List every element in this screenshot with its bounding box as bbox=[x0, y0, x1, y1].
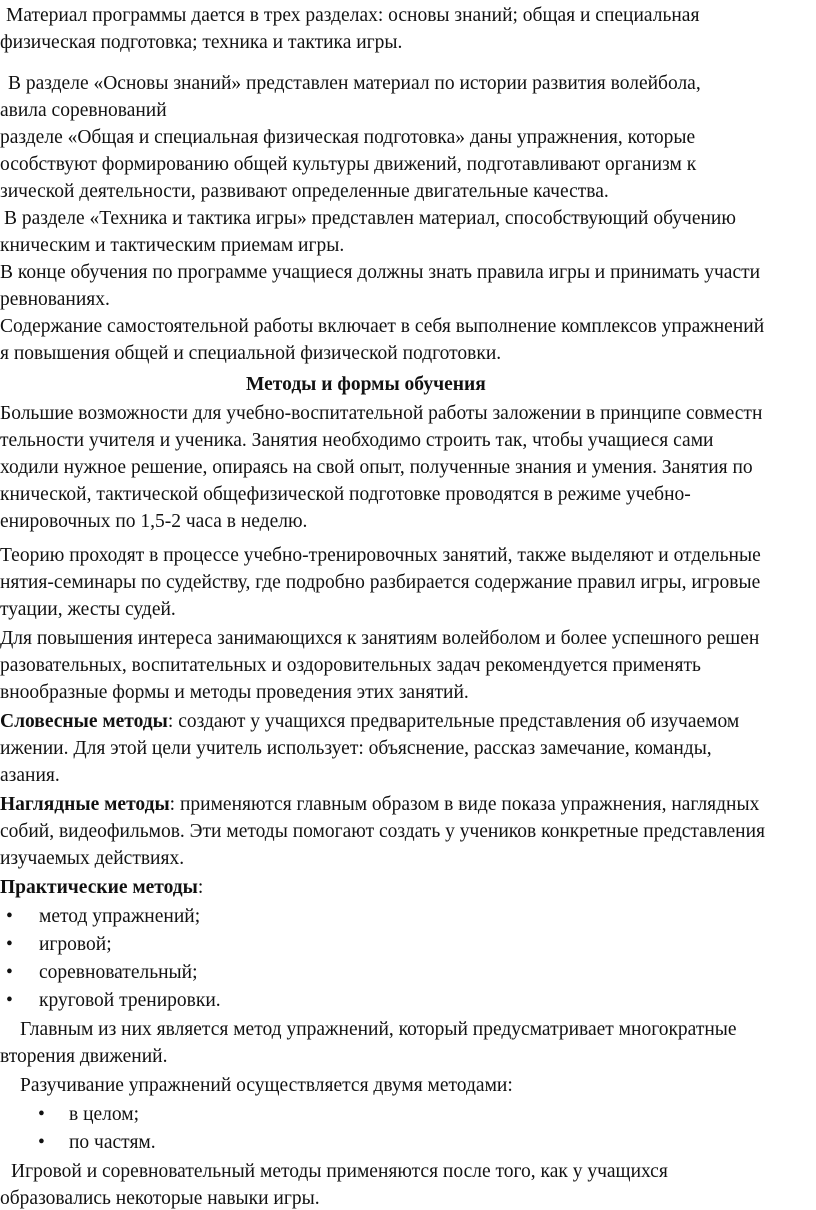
interest-line-1: Для повышения интереса занимающихся к занятиям волейболом и более успешного решен bbox=[0, 628, 760, 649]
physical-line-3: зической деятельности, развивают определенные двигательные качества. bbox=[0, 181, 609, 202]
end-line-1: В конце обучения по программе учащиеся должны знать правила игры и принимать участи bbox=[0, 262, 761, 283]
practical-colon: : bbox=[197, 877, 204, 898]
visual-line-1-rest: : применяются главным образом в виде показа упражнения, наглядных bbox=[169, 794, 760, 815]
theory-line-1: Теорию проходят в процессе учебно-тренировочных занятий, также выделяют и отдельные bbox=[0, 545, 761, 566]
interest-line-3: внообразные формы и методы проведения этих занятий. bbox=[0, 682, 469, 703]
bullet-icon: • bbox=[38, 1104, 45, 1125]
learning-item: по частям. bbox=[69, 1132, 156, 1153]
end-line-2: ревнованиях. bbox=[0, 289, 110, 310]
main-line-1: Главным из них является метод упражнений, который предусматривает многократные bbox=[20, 1019, 737, 1040]
game-line-1: Игровой и соревновательный методы применяются после того, как у учащихся bbox=[11, 1161, 668, 1182]
opportunities-line-5: енировочных по 1,5-2 часа в неделю. bbox=[0, 511, 308, 532]
visual-line-3: изучаемых действиях. bbox=[0, 848, 185, 869]
theory-line-3: туации, жесты судей. bbox=[0, 599, 176, 620]
intro-line-2: физическая подготовка; техника и тактика игры. bbox=[0, 32, 403, 53]
section-heading: Методы и формы обучения bbox=[246, 374, 486, 395]
visual-methods-term: Наглядные методы bbox=[0, 794, 170, 815]
bullet-icon: • bbox=[38, 1132, 45, 1153]
opportunities-line-4: кнической, тактической общефизической подготовке проводятся в режиме учебно- bbox=[0, 484, 691, 505]
learning-line-1: Разучивание упражнений осуществляется двумя методами: bbox=[20, 1075, 513, 1096]
visual-line-2: собий, видеофильмов. Эти методы помогают создать у учеников конкретные представления bbox=[0, 821, 766, 842]
opportunities-line-2: тельности учителя и ученика. Занятия необходимо строить так, чтобы учащиеся сами bbox=[0, 430, 714, 451]
bullet-icon: • bbox=[6, 962, 13, 983]
learning-item: в целом; bbox=[69, 1104, 140, 1125]
practical-item: соревновательный; bbox=[39, 962, 198, 983]
basics-line-2: авила соревнований bbox=[0, 100, 167, 121]
physical-line-2: особствуют формированию общей культуры движений, подготавливают организм к bbox=[0, 154, 697, 175]
verbal-line-1-rest: : создают у учащихся предварительные представления об изучаемом bbox=[167, 711, 740, 732]
bullet-icon: • bbox=[6, 906, 13, 927]
bullet-icon: • bbox=[6, 990, 13, 1011]
opportunities-line-3: ходили нужное решение, опираясь на свой опыт, полученные знания и умения. Занятия по bbox=[0, 457, 753, 478]
verbal-line-2: ижении. Для этой цели учитель использует: объяснение, рассказ замечание, команды, bbox=[0, 738, 712, 759]
technique-line-2: кническим и тактическим приемам игры. bbox=[0, 235, 345, 256]
visual-line-1 bbox=[0, 792, 759, 818]
verbal-methods-term: Словесные методы bbox=[0, 711, 168, 732]
opportunities-line-1: Большие возможности для учебно-воспитательной работы заложении в принципе совместн bbox=[0, 403, 763, 424]
practical-item: игровой; bbox=[39, 934, 112, 955]
physical-line-1: разделе «Общая и специальная физическая подготовка» даны упражнения, которые bbox=[0, 127, 696, 148]
game-line-2: образовались некоторые навыки игры. bbox=[0, 1188, 320, 1209]
verbal-line-1 bbox=[0, 709, 739, 735]
selfwork-line-2: я повышения общей и специальной физической подготовки. bbox=[0, 343, 502, 364]
basics-line-1: В разделе «Основы знаний» представлен материал по истории развития волейбола, bbox=[8, 73, 701, 94]
bullet-icon: • bbox=[6, 934, 13, 955]
practical-item: круговой тренировки. bbox=[39, 990, 221, 1011]
verbal-line-3: азания. bbox=[0, 765, 60, 786]
main-line-2: вторения движений. bbox=[0, 1046, 168, 1067]
practical-item: метод упражнений; bbox=[39, 906, 201, 927]
interest-line-2: разовательных, воспитательных и оздоровительных задач рекомендуется применять bbox=[0, 655, 701, 676]
practical-methods-term: Практические методы bbox=[0, 877, 198, 898]
technique-line-1: В разделе «Техника и тактика игры» представлен материал, способствующий обучению bbox=[4, 208, 736, 229]
practical-heading bbox=[0, 875, 203, 901]
theory-line-2: нятия-семинары по судейству, где подробно разбирается содержание правил игры, игровые bbox=[0, 572, 761, 593]
selfwork-line-1: Содержание самостоятельной работы включает в себя выполнение комплексов упражнений bbox=[0, 316, 765, 337]
intro-line-1: Материал программы дается в трех разделах: основы знаний; общая и специальная bbox=[6, 5, 700, 26]
